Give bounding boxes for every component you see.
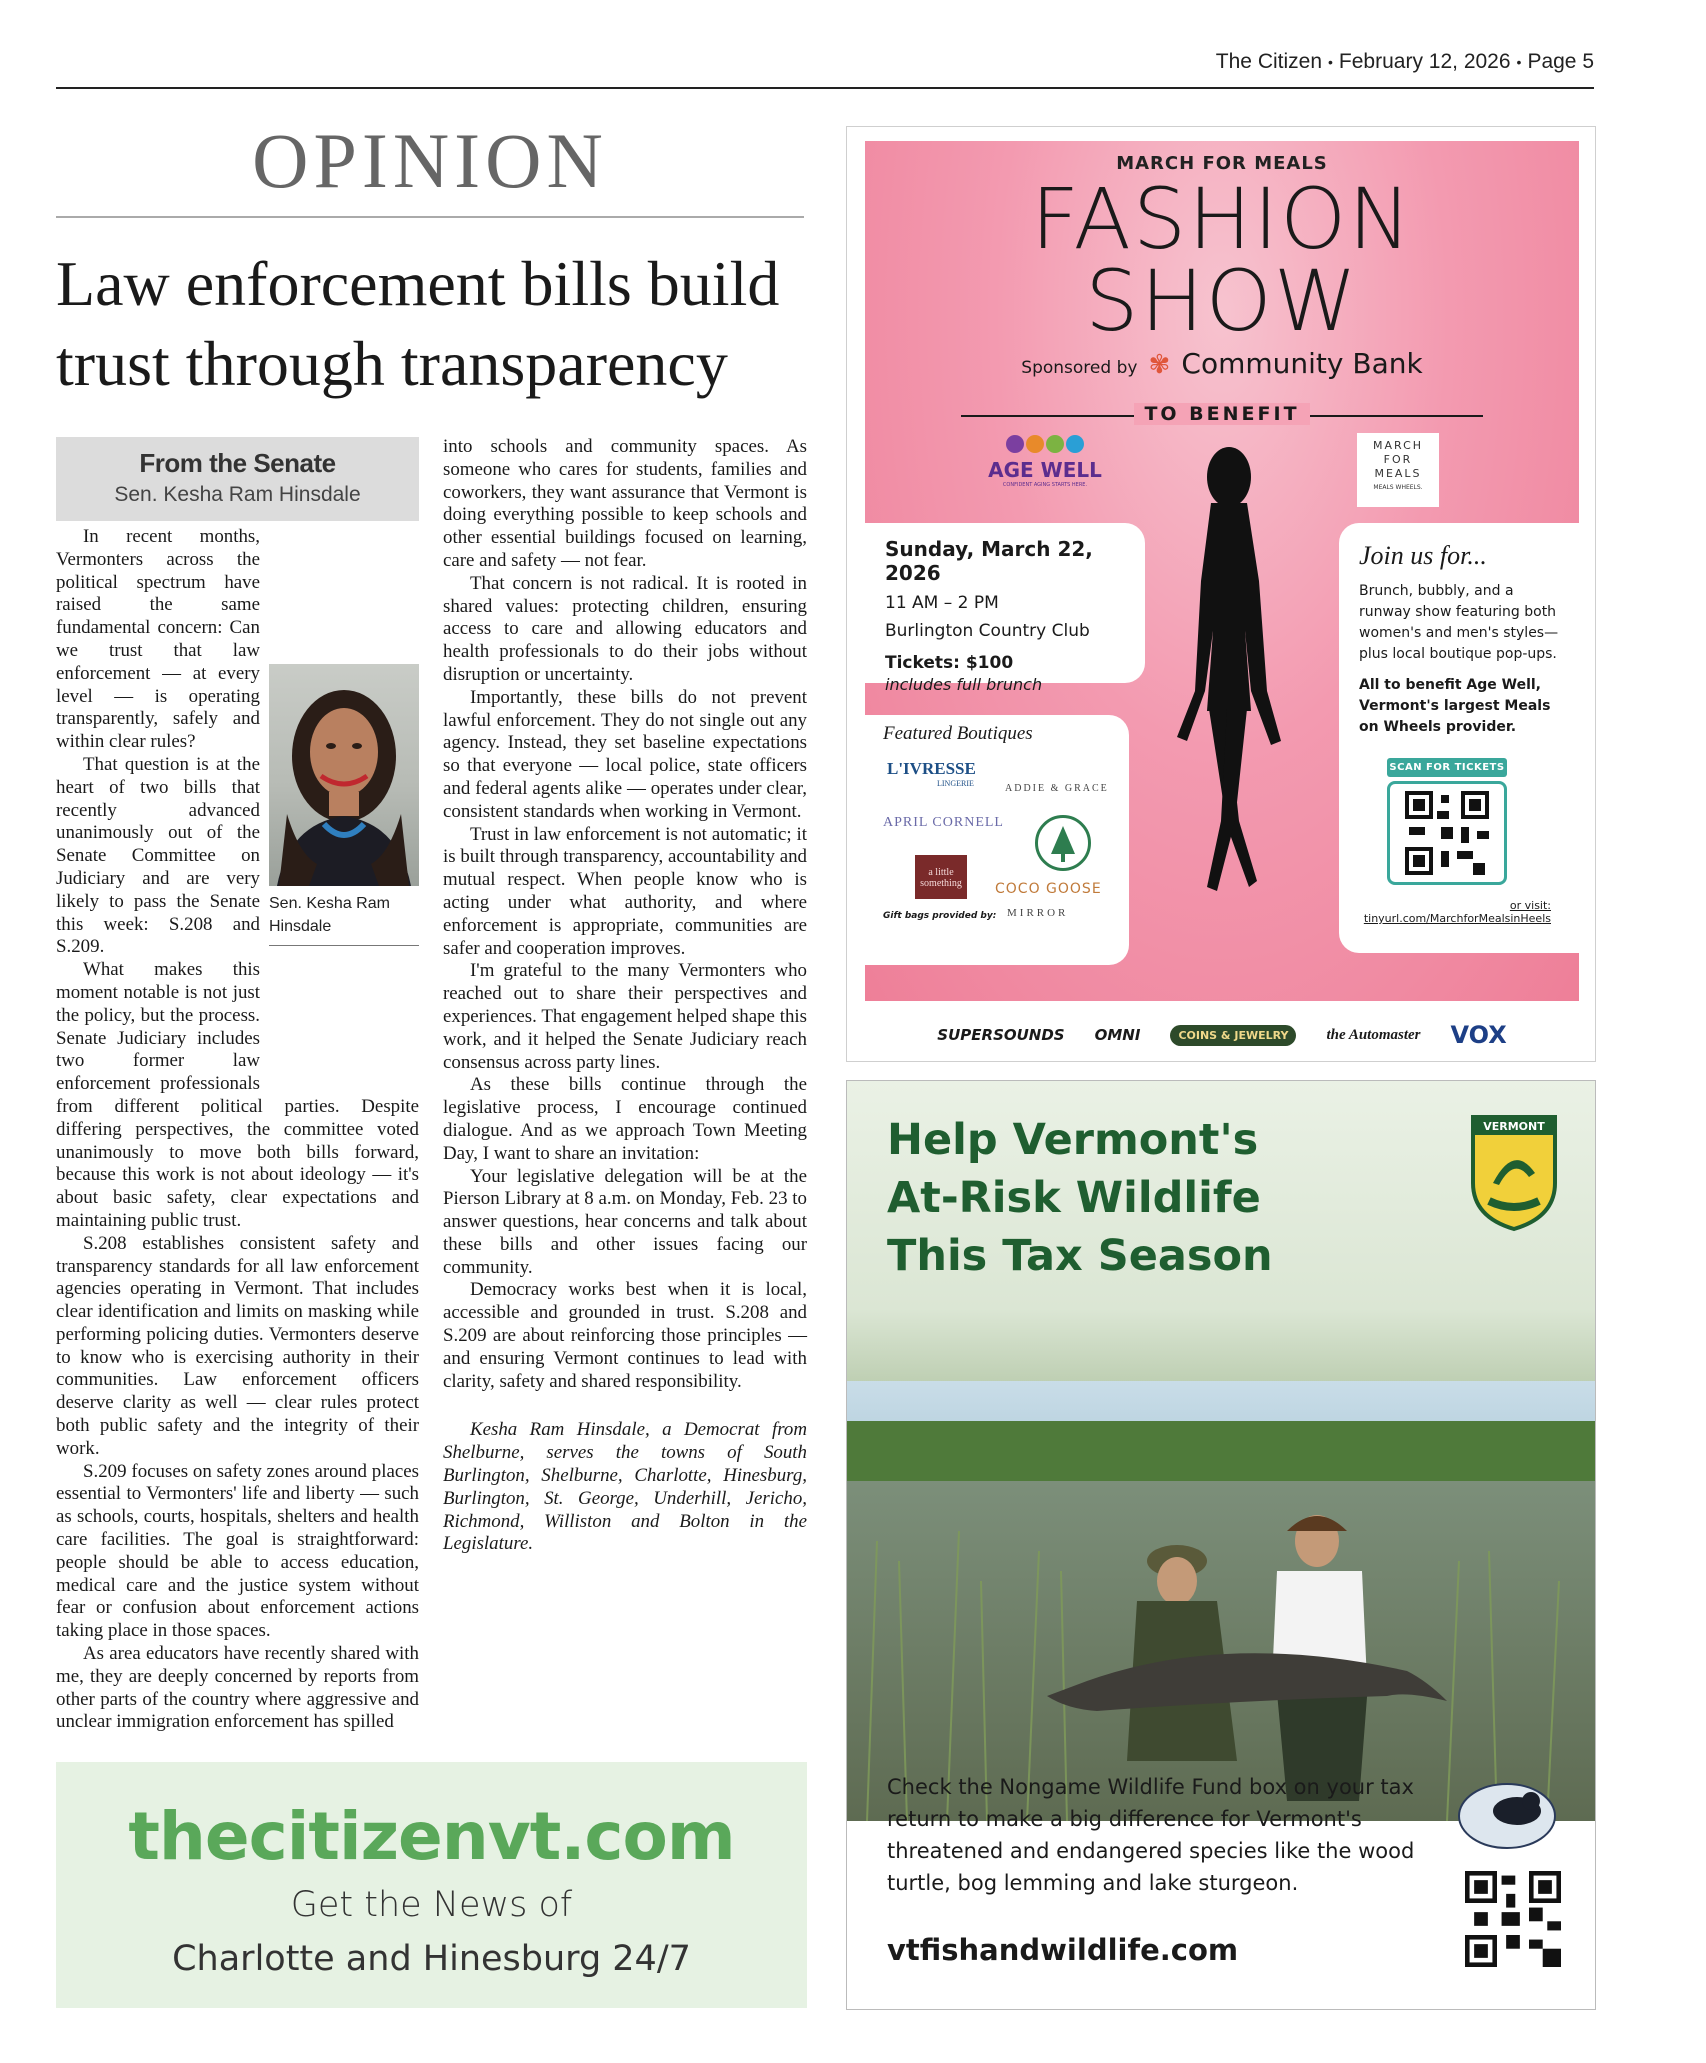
boutique-logo: a little something [915, 855, 967, 899]
event-details-card [865, 523, 1145, 694]
fashion-title: FASHION [1030, 170, 1414, 268]
join-benefit-text: All to benefit Age Well, Vermont's largest Meals on Wheels provider. [1359, 677, 1551, 735]
qr-code-icon [1405, 791, 1489, 875]
boutiques-title: Featured Boutiques [883, 723, 1033, 744]
fashion-show-ad[interactable] [846, 126, 1596, 1062]
article-paragraph: As area educators have recently shared with me, they are deeply concerned by reports from other parts of the country where aggressive and unclear immigration enforcement has spilled [56, 1643, 419, 1733]
section-label: OPINION [252, 117, 608, 204]
sponsored-by-label: Sponsored by [1021, 358, 1138, 378]
bank-logo-icon: ✾ [1148, 350, 1171, 380]
sponsor-name: Community Bank [1181, 347, 1423, 380]
wildlife-headline-line: This Tax Season [887, 1231, 1273, 1281]
wildlife-body-text: Check the Nongame Wildlife Fund box on your tax return to make a big difference for Vermont's threatened and endangered species like the wood turtle, bog lemming and lake sturgeon. [887, 1775, 1415, 1895]
agewell-name: AGE WELL [988, 458, 1102, 482]
section-rule [56, 216, 804, 218]
issue-date: February 12, 2026 [1338, 50, 1511, 73]
article-headline: Law enforcement bills build trust through transparency [56, 248, 780, 399]
wildlife-fund-ad[interactable] [846, 1080, 1596, 2010]
top-rule [56, 87, 1594, 89]
article-paragraph: In recent months, Vermonters across the political spectrum have raised the same fundamental concern: Can we trust that law enforcement — at every level — is operating transparently, safely and within clear rules? [56, 526, 260, 753]
photo-wrap [269, 664, 419, 1090]
citizen-house-ad[interactable] [56, 1762, 807, 2008]
citizen-tagline: Get the News of [290, 1885, 573, 1925]
benefit-label-text: TO BENEFIT [1134, 403, 1309, 425]
article-paragraph: That concern is not radical. It is rooted in shared values: protecting children, ensuring access to care and allowing educators and health professionals to do their jobs without disruption or uncertainty. [443, 572, 807, 685]
sturgeon-photo [847, 1381, 1596, 1821]
article-paragraph: Your legislative delegation will be at the Pierson Library at 8 a.m. on Monday, Feb. 23 to answer questions, hear concerns and talk about these bills and other issues facing our community. [443, 1165, 807, 1278]
sponsor-logo: the Automaster [1326, 1026, 1421, 1043]
tree-logo-icon [1035, 815, 1091, 871]
gift-bags-label: Gift bags provided by: [883, 911, 997, 921]
citizen-tagline: Charlotte and Hinesburg 24/7 [172, 1939, 691, 1979]
sponsor-line [865, 347, 1579, 380]
event-venue: Burlington Country Club [885, 621, 1090, 641]
boutique-logo: MIRROR [1007, 907, 1069, 919]
portrait-illustration [269, 664, 419, 886]
article-paragraph: I'm grateful to the many Vermonters who reached out to share their perspectives and experiences. That engagement helped shape this work, and it helped the Senate Judiciary reach consensus across party lines. [443, 960, 807, 1073]
join-us-card [1339, 523, 1579, 953]
event-tickets: Tickets: $100 [885, 653, 1014, 673]
wildlife-qr-code-icon[interactable] [1465, 1871, 1561, 1967]
wildlife-headline [887, 1111, 1407, 1285]
boutique-logo: L'IVRESSE [887, 759, 976, 778]
article-paragraph: What makes this moment notable is not just the policy, but the process. Senate Judiciary includes two former law enforcement professionals from different political parties. Despite differing perspectives, the committee voted unanimously to move both bills forward, because this work is not about ideology — it's about basic safety, clear expectations and maintaining public trust. [56, 959, 419, 1231]
benefit-label [865, 403, 1579, 425]
event-date: Sunday, March 22, 2026 [885, 537, 1093, 585]
tree-icon [1038, 818, 1088, 868]
article-paragraph: into schools and community spaces. As someone who cares for students, families and coworkers, they want assurance that Vermont is doing everything possible to keep schools and other essential buildings focused on learning, care and safety — not fear. [443, 436, 807, 571]
page-number: Page 5 [1527, 50, 1594, 73]
running-head [1216, 50, 1594, 74]
author-photo [269, 664, 419, 886]
article-paragraph: As these bills continue through the legislative process, I encourage continued dialogue. And as we approach Town Meeting Day, I want to share an invitation: [443, 1074, 807, 1164]
mfm-line: MEALS [1374, 467, 1422, 480]
tickets-url[interactable]: tinyurl.com/MarchforMealsinHeels [1363, 912, 1551, 925]
photo-caption: Sen. Kesha Ram Hinsdale [269, 886, 419, 946]
boutique-logo-sub: LINGERIE [937, 779, 974, 788]
separator-dot: • [1328, 54, 1333, 71]
article-paragraph: Importantly, these bills do not prevent lawful enforcement. They do not single out any agency. Instead, they set baseline expectations so that everyone — local police, state officers and federal agents alike — operates under clear, consistent standards when working in Vermont. [443, 686, 807, 822]
ticket-qr-code-icon[interactable] [1387, 781, 1507, 885]
byline-title: From the Senate [139, 448, 336, 478]
citizen-url[interactable]: thecitizenvt.com [128, 1798, 735, 1875]
sponsor-logo: COINS & JEWELRY [1170, 1025, 1296, 1046]
scan-for-tickets-label: SCAN FOR TICKETS [1387, 758, 1507, 777]
or-visit-label: or visit: [1509, 899, 1551, 912]
agewell-dots-icon [965, 435, 1125, 458]
event-time: 11 AM – 2 PM [885, 593, 999, 613]
sponsor-logo: VOX [1450, 1021, 1507, 1049]
byline-name: Sen. Kesha Ram Hinsdale [114, 483, 361, 506]
boutique-logo: ADDIE & GRACE [1005, 783, 1109, 794]
show-title: SHOW [1085, 252, 1359, 350]
agewell-tagline: CONFIDENT AGING STARTS HERE. [1002, 482, 1088, 488]
join-title: Join us for... [1359, 541, 1487, 570]
march-for-meals-logo [1357, 433, 1439, 507]
model-silhouette-icon [1147, 441, 1307, 921]
article-paragraph: S.209 focuses on safety zones around places essential to Vermonters' life and liberty — such as schools, courts, hospitals, shelters and health care facilities. The goal is straightforward: people should be able to access education, medical care and the justice system without fear or confusion about enforcement actions taking place in those spaces. [56, 1460, 419, 1642]
vermont-fish-wildlife-badge-icon [1469, 1113, 1559, 1233]
mfm-line: MARCH [1372, 439, 1424, 452]
author-bio [443, 1419, 807, 1556]
article-paragraph: S.208 establishes consistent safety and transparency standards for all law enforcement agencies operating in Vermont. That includes clear identification and limits on masking while performing policing duties. Vermonters deserve to know who is exercising authority in their communities. Law enforcement officers deserve clarity as well — clear rules protect both public safety and the integrity of their work. [56, 1232, 419, 1459]
join-text: Brunch, bubbly, and a runway show featuring both women's and men's styles—plus local boutique pop-ups. [1359, 583, 1559, 662]
separator-dot: • [1516, 54, 1522, 71]
article-column-2 [443, 436, 807, 1556]
article-paragraph: Democracy works best when it is local, accessible and grounded in trust. S.208 and S.209 are about reinforcing those principles — and ensuring Vermont continues to lead with clarity, safety and shared responsibility. [443, 1279, 807, 1392]
featured-boutiques-card [865, 715, 1129, 965]
sponsor-logo: SUPERSOUNDS [937, 1026, 1065, 1044]
event-brunch: includes full brunch [885, 675, 1043, 694]
publication-name: The Citizen [1215, 50, 1323, 73]
loon-fund-logo-icon [1457, 1781, 1557, 1851]
article-column-1 [56, 526, 419, 1734]
agewell-logo [965, 435, 1125, 488]
sponsor-strip [847, 1007, 1597, 1063]
author-bio-text: Kesha Ram Hinsdale, a Democrat from Shelburne, serves the towns of South Burlington, Shelburne, Charlotte, Hinesburg, Burlington, St. George, Underhill, Jericho, Richmond, Williston and Bolton in the Legislature. [443, 1419, 807, 1555]
sponsor-logo: OMNI [1094, 1026, 1141, 1044]
boutique-logo: COCO GOOSE [995, 881, 1102, 897]
mfm-sub: MEALS WHEELS. [1373, 484, 1423, 491]
mfm-line: FOR [1383, 453, 1413, 466]
article-paragraph: That question is at the heart of two bills that recently advanced unanimously out of the Senate Committee on Judiciary and are very likely to pass the Senate this week: S.208 and S.209. [56, 753, 260, 958]
article-paragraph: Trust in law enforcement is not automatic; it is built through transparency, accountability and mutual respect. When people know who is acting under what authority, and where enforcement is appropriate, communities are safer and cooperation improves. [443, 823, 807, 959]
boutique-logo: APRIL CORNELL [883, 815, 1004, 830]
badge-text: VERMONT [1483, 1120, 1545, 1133]
fashion-ad-panel [865, 141, 1579, 1001]
wildlife-url[interactable]: vtfishandwildlife.com [887, 1933, 1239, 1967]
wildlife-headline-line: Help Vermont's [887, 1115, 1259, 1165]
fashion-kicker: MARCH FOR MEALS [1116, 153, 1328, 174]
wildlife-headline-line: At-Risk Wildlife [887, 1173, 1261, 1223]
byline-box [56, 437, 419, 521]
